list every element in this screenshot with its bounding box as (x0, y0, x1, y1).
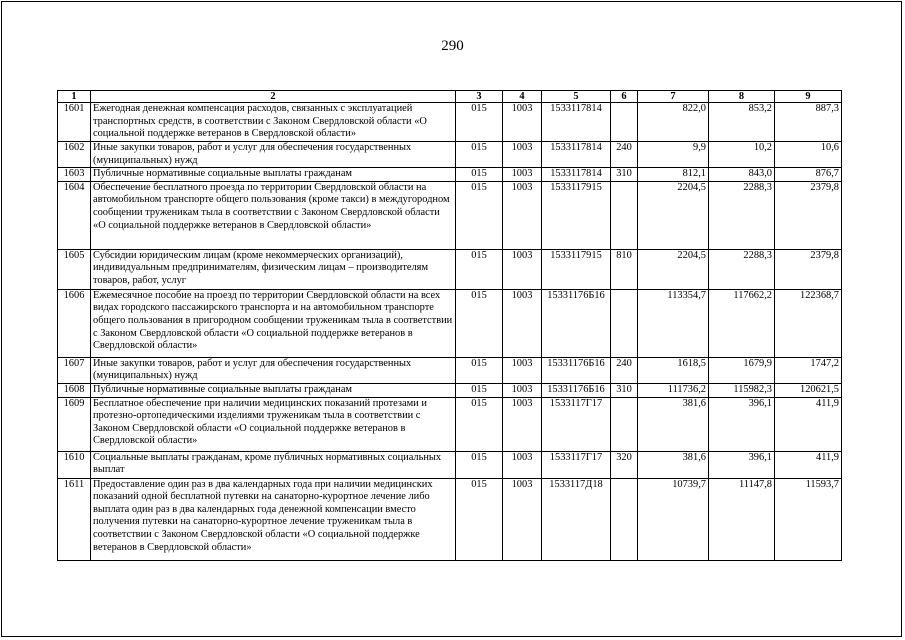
expense-type-code: 310 (611, 383, 638, 397)
target-article-code: 15331176Б16 (542, 383, 611, 397)
amount-year-3: 887,3 (775, 103, 842, 142)
row-number: 1611 (58, 478, 91, 560)
row-number: 1602 (58, 142, 91, 168)
amount-year-1: 113354,7 (638, 289, 709, 357)
row-number: 1607 (58, 357, 91, 383)
target-article-code: 15331176Б16 (542, 289, 611, 357)
amount-year-2: 853,2 (709, 103, 775, 142)
admin-code: 015 (456, 357, 503, 383)
section-code: 1003 (503, 181, 542, 249)
expense-type-code (611, 289, 638, 357)
amount-year-1: 822,0 (638, 103, 709, 142)
amount-year-3: 411,9 (775, 397, 842, 451)
row-number: 1604 (58, 181, 91, 249)
column-header-6: 6 (611, 91, 638, 103)
column-header-4: 4 (503, 91, 542, 103)
column-header-9: 9 (775, 91, 842, 103)
target-article-code: 15331176Б16 (542, 357, 611, 383)
admin-code: 015 (456, 478, 503, 560)
table-body (58, 103, 842, 561)
target-article-code: 1533117814 (542, 168, 611, 182)
column-header-7: 7 (638, 91, 709, 103)
target-article-code: 1533117Д18 (542, 478, 611, 560)
row-description: Ежемесячное пособие на проезд по территории Свердловской области на всех видах городского пассажирского транспорта и на автомобильном транспорте общего пользования в пригородном сообщении труженикам тыла в соответствии с Законом Свердловской области «О социальной поддержке ветеранов в Свердловской области» (91, 289, 456, 357)
expense-type-code: 310 (611, 168, 638, 182)
row-number: 1606 (58, 289, 91, 357)
expense-type-code (611, 397, 638, 451)
table-row (58, 478, 842, 560)
section-code: 1003 (503, 103, 542, 142)
expense-type-code: 240 (611, 142, 638, 168)
amount-year-3: 11593,7 (775, 478, 842, 560)
amount-year-3: 411,9 (775, 451, 842, 478)
row-description: Публичные нормативные социальные выплаты гражданам (91, 168, 456, 182)
amount-year-2: 115982,3 (709, 383, 775, 397)
section-code: 1003 (503, 289, 542, 357)
table-row (58, 397, 842, 451)
amount-year-3: 122368,7 (775, 289, 842, 357)
row-description: Субсидии юридическим лицам (кроме некоммерческих организаций), индивидуальным предпринимателям, физическим лицам – производителям товаров, работ, услуг (91, 249, 456, 289)
table-row (58, 168, 842, 182)
row-description: Публичные нормативные социальные выплаты гражданам (91, 383, 456, 397)
table-row (58, 357, 842, 383)
row-number: 1609 (58, 397, 91, 451)
column-header-3: 3 (456, 91, 503, 103)
row-description: Социальные выплаты гражданам, кроме публичных нормативных социальных выплат (91, 451, 456, 478)
row-description: Бесплатное обеспечение при наличии медицинских показаний протезами и протезно-ортопедическими изделиями труженикам тыла в соответствии с Законом Свердловской области «О социальной поддержке ветеранов в Свердловской области» (91, 397, 456, 451)
page-number: 290 (441, 38, 464, 54)
table-row (58, 249, 842, 289)
row-description: Предоставление один раз в два календарных года при наличии медицинских показаний одной бесплатной путевки на санаторно-курортное лечение либо выплата один раз в два календарных года денежной компенсации вместо получения путевки на санаторно-курортное лечение труженикам тыла в соответствии с Законом Свердловской области «О социальной поддержке ветеранов в Свердловской области» (91, 478, 456, 560)
table-row (58, 181, 842, 249)
admin-code: 015 (456, 142, 503, 168)
amount-year-2: 2288,3 (709, 181, 775, 249)
row-description: Обеспечение бесплатного проезда по территории Свердловской области на автомобильном транспорте общего пользования (кроме такси) в междугородном сообщении труженикам тыла в соответствии с Законом Свердловской области «О социальной поддержке ветеранов в Свердловской области» (91, 181, 456, 249)
amount-year-1: 2204,5 (638, 181, 709, 249)
row-number: 1608 (58, 383, 91, 397)
amount-year-1: 2204,5 (638, 249, 709, 289)
amount-year-1: 812,1 (638, 168, 709, 182)
target-article-code: 1533117Г17 (542, 397, 611, 451)
amount-year-2: 10,2 (709, 142, 775, 168)
section-code: 1003 (503, 168, 542, 182)
amount-year-1: 381,6 (638, 397, 709, 451)
row-number: 1605 (58, 249, 91, 289)
amount-year-2: 843,0 (709, 168, 775, 182)
admin-code: 015 (456, 103, 503, 142)
amount-year-3: 120621,5 (775, 383, 842, 397)
target-article-code: 1533117915 (542, 181, 611, 249)
expense-type-code (611, 478, 638, 560)
amount-year-2: 2288,3 (709, 249, 775, 289)
amount-year-2: 396,1 (709, 397, 775, 451)
section-code: 1003 (503, 142, 542, 168)
admin-code: 015 (456, 397, 503, 451)
amount-year-2: 1679,9 (709, 357, 775, 383)
header-row (58, 91, 842, 103)
amount-year-1: 10739,7 (638, 478, 709, 560)
admin-code: 015 (456, 383, 503, 397)
table-row (58, 383, 842, 397)
section-code: 1003 (503, 451, 542, 478)
expense-type-code (611, 181, 638, 249)
amount-year-1: 381,6 (638, 451, 709, 478)
section-code: 1003 (503, 383, 542, 397)
amount-year-3: 10,6 (775, 142, 842, 168)
target-article-code: 1533117814 (542, 103, 611, 142)
amount-year-3: 876,7 (775, 168, 842, 182)
admin-code: 015 (456, 289, 503, 357)
table-row (58, 289, 842, 357)
amount-year-1: 1618,5 (638, 357, 709, 383)
table-row (58, 142, 842, 168)
amount-year-3: 2379,8 (775, 181, 842, 249)
row-number: 1603 (58, 168, 91, 182)
admin-code: 015 (456, 168, 503, 182)
amount-year-1: 111736,2 (638, 383, 709, 397)
row-description: Иные закупки товаров, работ и услуг для обеспечения государственных (муниципальных) нужд (91, 357, 456, 383)
column-header-8: 8 (709, 91, 775, 103)
expense-type-code: 240 (611, 357, 638, 383)
row-number: 1601 (58, 103, 91, 142)
table-row (58, 103, 842, 142)
table-row (58, 451, 842, 478)
admin-code: 015 (456, 451, 503, 478)
row-description: Ежегодная денежная компенсация расходов, связанных с эксплуатацией транспортных средств, в соответствии с Законом Свердловской области «О социальной поддержке ветеранов в Свердловской области» (91, 103, 456, 142)
column-header-5: 5 (542, 91, 611, 103)
expense-type-code: 810 (611, 249, 638, 289)
column-header-2: 2 (91, 91, 456, 103)
section-code: 1003 (503, 397, 542, 451)
target-article-code: 1533117915 (542, 249, 611, 289)
budget-table (57, 90, 842, 561)
amount-year-2: 396,1 (709, 451, 775, 478)
column-header-1: 1 (58, 91, 91, 103)
section-code: 1003 (503, 249, 542, 289)
target-article-code: 1533117Г17 (542, 451, 611, 478)
expense-type-code (611, 103, 638, 142)
row-number: 1610 (58, 451, 91, 478)
amount-year-3: 2379,8 (775, 249, 842, 289)
row-description: Иные закупки товаров, работ и услуг для обеспечения государственных (муниципальных) нужд (91, 142, 456, 168)
amount-year-2: 11147,8 (709, 478, 775, 560)
section-code: 1003 (503, 357, 542, 383)
target-article-code: 1533117814 (542, 142, 611, 168)
section-code: 1003 (503, 478, 542, 560)
admin-code: 015 (456, 181, 503, 249)
amount-year-3: 1747,2 (775, 357, 842, 383)
expense-type-code: 320 (611, 451, 638, 478)
amount-year-2: 117662,2 (709, 289, 775, 357)
admin-code: 015 (456, 249, 503, 289)
amount-year-1: 9,9 (638, 142, 709, 168)
